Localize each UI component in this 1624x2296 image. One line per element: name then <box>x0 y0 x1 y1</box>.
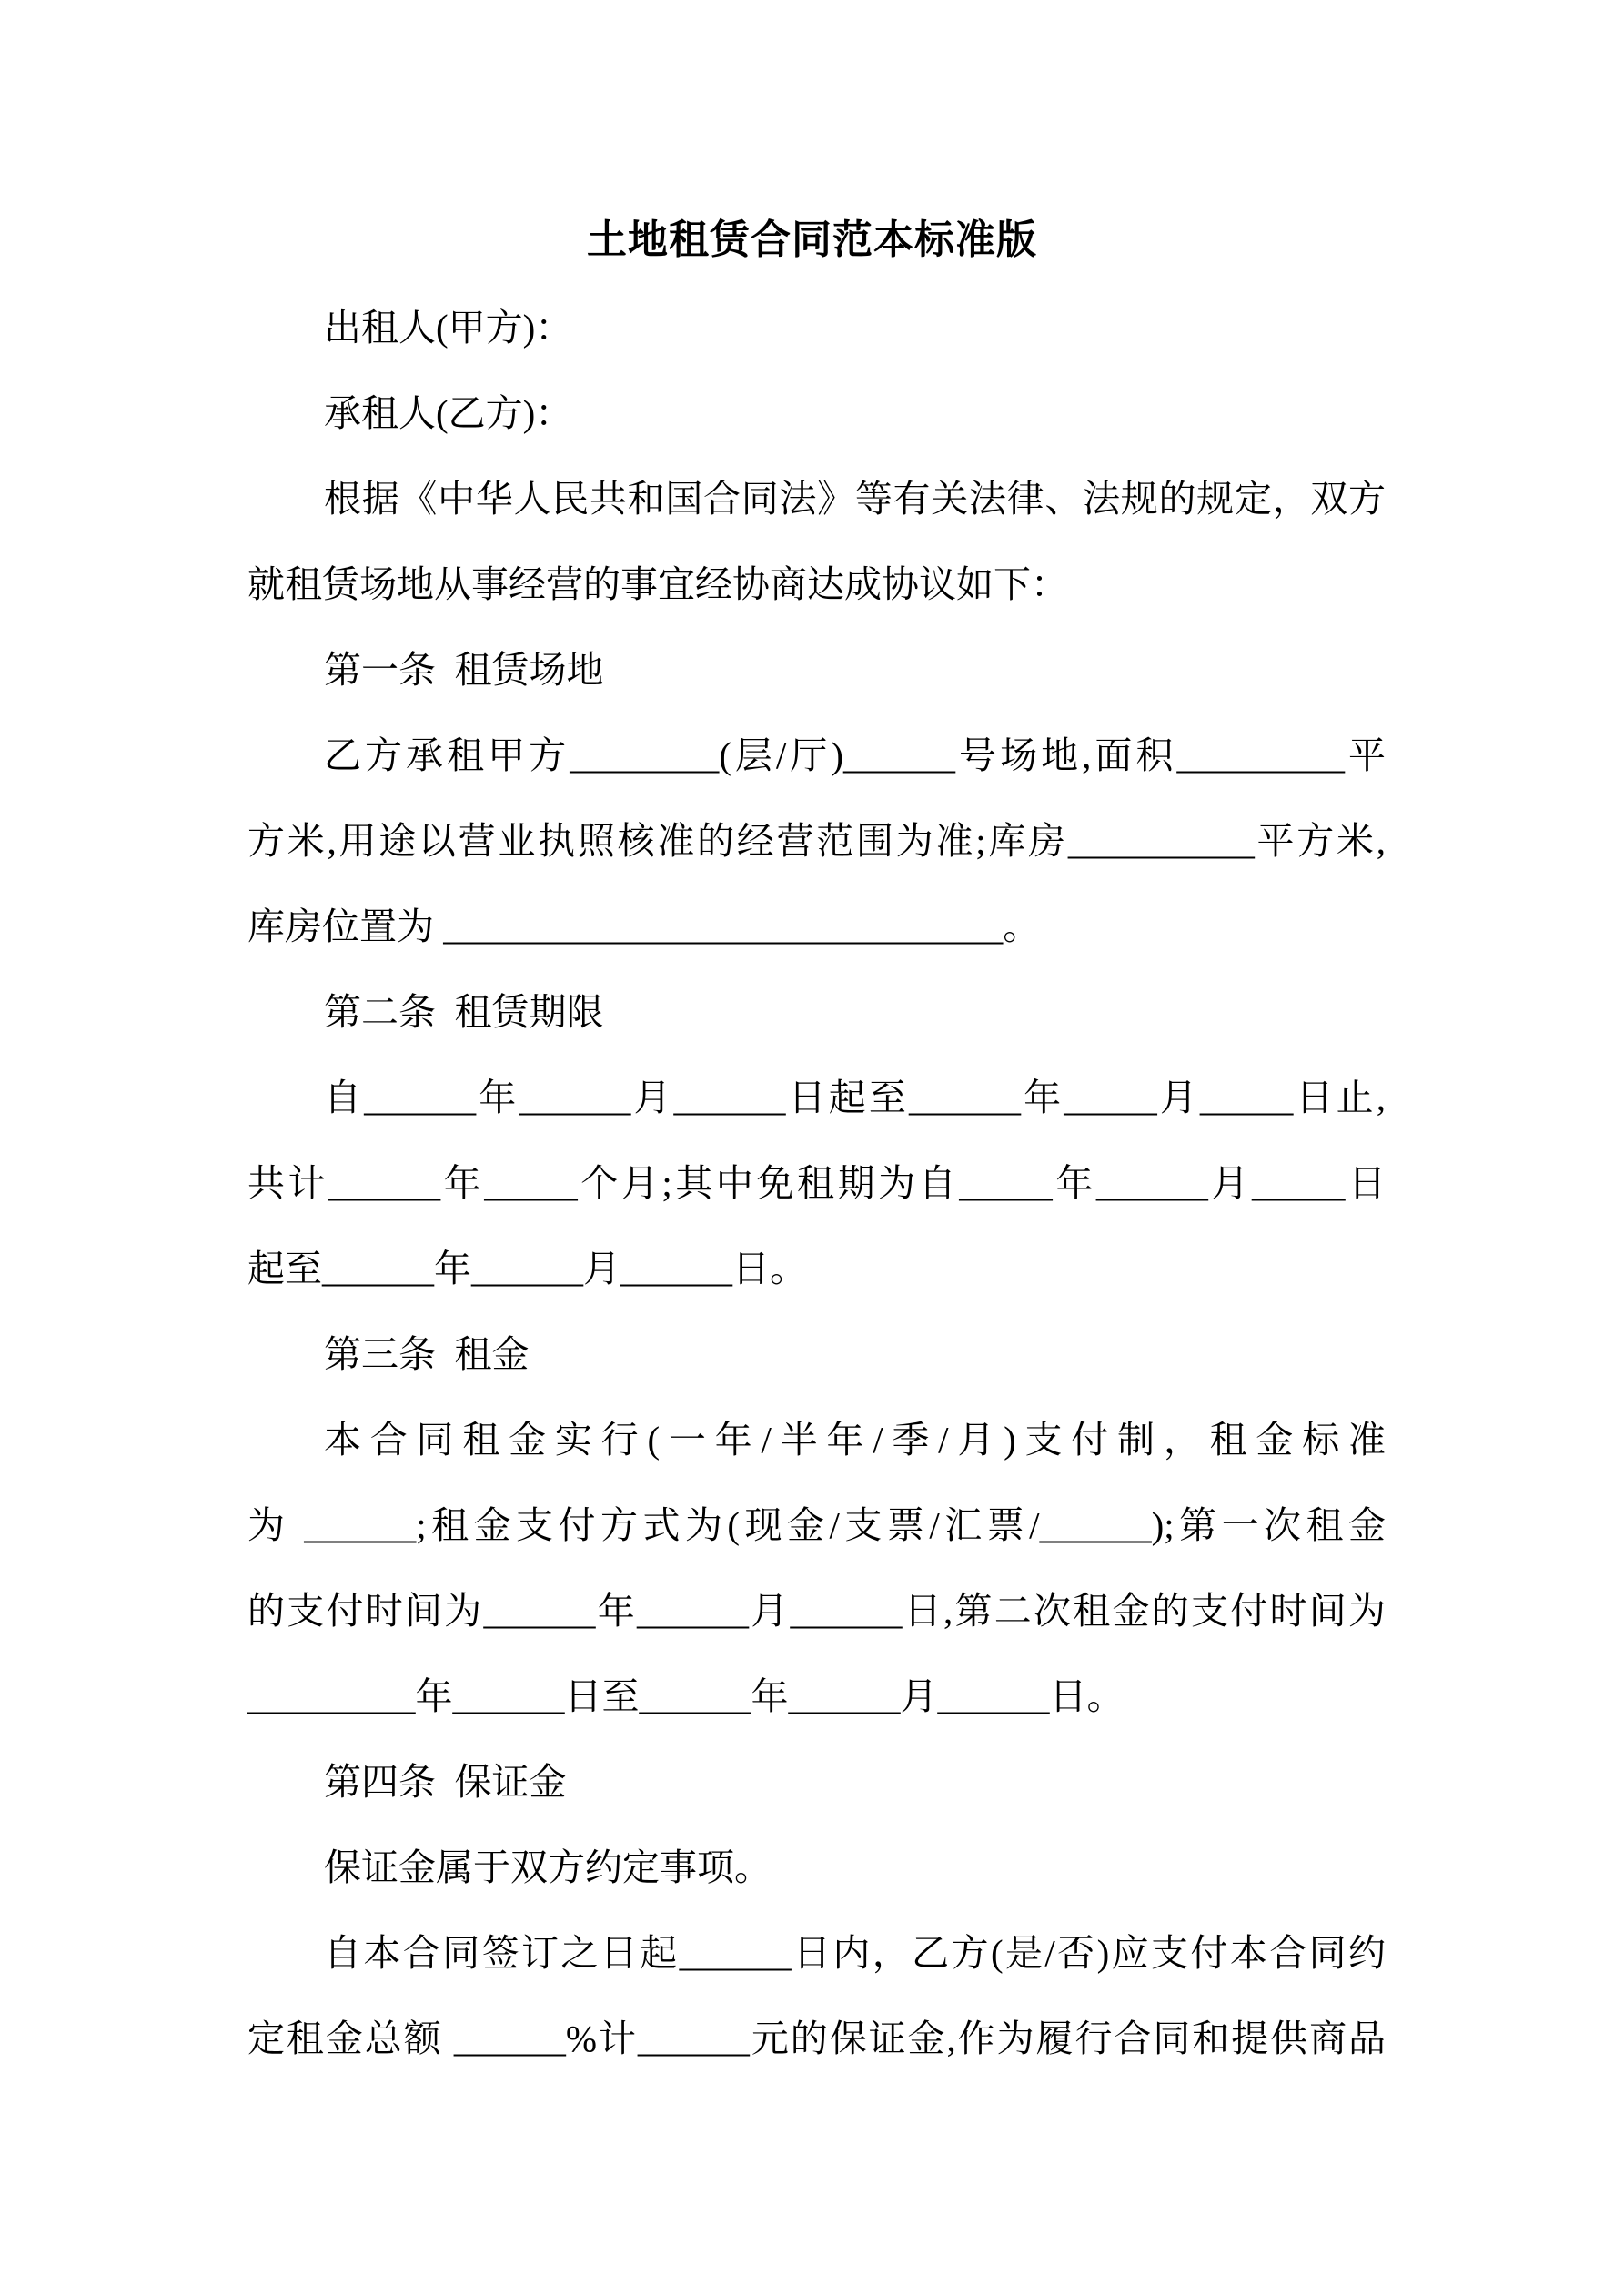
text-segment: 月 <box>583 1248 620 1290</box>
paragraph-line <box>247 899 1386 954</box>
fill-in-blank[interactable]: ______ <box>788 1675 901 1717</box>
text-segment: 平 <box>1344 734 1387 776</box>
text-segment: 日。 <box>732 1248 807 1290</box>
text-segment: ;租金支付方式为(现金/支票/汇票/ <box>416 1504 1040 1546</box>
fill-in-blank[interactable]: ______ <box>471 1248 583 1290</box>
fill-in-blank[interactable]: _________ <box>247 1675 416 1717</box>
text-segment: 第四条 保证金 <box>324 1761 567 1803</box>
text-segment: 年 <box>434 1248 471 1290</box>
fill-in-blank[interactable]: ______ <box>679 1932 792 1974</box>
paragraph-line <box>247 1412 1386 1467</box>
paragraph-line <box>247 300 1386 355</box>
fill-in-blank[interactable]: ______ <box>637 1590 749 1632</box>
fill-in-blank[interactable]: ______ <box>908 1077 1021 1118</box>
text-segment: );第一次租金 <box>1151 1504 1387 1546</box>
fill-in-blank[interactable]: ______ <box>452 1675 565 1717</box>
paragraph-line <box>247 386 1386 440</box>
fill-in-blank[interactable]: __________ <box>1067 820 1255 862</box>
fill-in-blank[interactable]: ______ <box>519 1077 631 1118</box>
paragraph-line <box>247 814 1386 868</box>
text-segment: 日起至 <box>785 1077 909 1118</box>
paragraph-line <box>247 1669 1386 1724</box>
text-segment: 乙方承租甲方 <box>324 734 570 776</box>
text-segment: 年 <box>440 1162 485 1204</box>
fill-in-blank[interactable]: ______ <box>673 1077 786 1118</box>
text-segment: 定租金总额 <box>247 2018 454 2059</box>
fill-in-blank[interactable]: ______ <box>453 2018 566 2059</box>
fill-in-blank[interactable]: ______ <box>1095 1162 1208 1204</box>
text-segment: 就租赁场地从事经营的事宜经协商达成协议如下： <box>247 563 1068 605</box>
text-segment: 年 <box>1020 1077 1064 1118</box>
fill-in-blank[interactable]: ______ <box>483 1590 596 1632</box>
paragraph-line <box>247 728 1386 783</box>
fill-in-blank[interactable]: ______ <box>843 734 956 776</box>
text-segment: 日至 <box>564 1675 640 1717</box>
text-segment: 第二条 租赁期限 <box>324 991 604 1033</box>
paragraph-line <box>247 1241 1386 1296</box>
paragraph-line <box>247 1840 1386 1895</box>
text-segment: (层/厅) <box>719 734 844 776</box>
fill-in-blank[interactable]: ______ <box>364 1077 477 1118</box>
text-segment: 根据《中华人民共和国合同法》等有关法律、法规的规定，双方 <box>324 478 1386 520</box>
text-segment: 月 <box>1156 1077 1200 1118</box>
text-segment: 自 <box>324 1077 365 1118</box>
text-segment: 月 <box>1207 1162 1253 1204</box>
text-segment: 日,第二次租金的支付时间为 <box>902 1590 1386 1632</box>
text-segment: 自本合同签订之日起 <box>324 1932 680 1974</box>
text-segment: 起至 <box>247 1248 322 1290</box>
text-segment: 月 <box>900 1675 938 1717</box>
paragraph-line <box>247 1156 1386 1210</box>
fill-in-blank[interactable]: ______ <box>322 1248 434 1290</box>
paragraph-line <box>247 1327 1386 1381</box>
text-segment: 年 <box>415 1675 453 1717</box>
paragraph-line <box>247 642 1386 697</box>
fill-in-blank[interactable]: ______ <box>328 1162 441 1204</box>
text-segment: 出租人(甲方)： <box>324 307 573 349</box>
text-segment: 为 <box>247 1504 305 1546</box>
text-segment: 日 <box>1345 1162 1387 1204</box>
paragraph-line <box>247 1070 1386 1125</box>
text-segment: 共计 <box>247 1162 329 1204</box>
text-segment: 保证金属于双方约定事项。 <box>324 1846 772 1888</box>
text-segment: 平方米, <box>1254 820 1387 862</box>
text-segment: 个月;其中免租期为自 <box>577 1162 960 1204</box>
text-segment: 第一条 租赁场地 <box>324 649 604 691</box>
text-segment: 月 <box>630 1077 674 1118</box>
text-segment: 日。 <box>1049 1675 1125 1717</box>
text-segment: 年 <box>595 1590 637 1632</box>
paragraph-line <box>247 1755 1386 1809</box>
fill-in-blank[interactable]: ______ <box>639 1675 751 1717</box>
fill-in-blank[interactable]: ______ <box>1039 1504 1152 1546</box>
text-segment: 年 <box>476 1077 519 1118</box>
text-segment: 元的保证金,作为履行合同和提供商品 <box>749 2018 1387 2059</box>
fill-in-blank[interactable]: _________ <box>1176 734 1345 776</box>
fill-in-blank[interactable]: _____ <box>1064 1077 1157 1118</box>
paragraph-line <box>247 985 1386 1039</box>
paragraph-line <box>247 1926 1386 1980</box>
paragraph-line <box>247 471 1386 526</box>
paragraph-line <box>247 2011 1386 2066</box>
paragraph-line <box>247 557 1386 612</box>
fill-in-blank[interactable]: ______ <box>304 1504 417 1546</box>
fill-in-blank[interactable]: ________ <box>570 734 720 776</box>
text-segment: 年 <box>1052 1162 1096 1204</box>
text-segment: 的支付时间为 <box>247 1590 484 1632</box>
paragraph-line <box>247 1583 1386 1638</box>
text-segment: 承租人(乙方)： <box>324 392 573 434</box>
paragraph-line <box>247 1498 1386 1553</box>
text-segment: 年 <box>751 1675 789 1717</box>
fill-in-blank[interactable]: _____ <box>484 1162 578 1204</box>
document-title: 土地租赁合同范本标准版 <box>587 217 1037 262</box>
text-segment: 日内，乙方(是/否)应支付本合同约 <box>791 1932 1387 1974</box>
fill-in-blank[interactable]: _____ <box>1252 1162 1346 1204</box>
text-segment: 第三条 租金 <box>324 1333 530 1375</box>
text-segment: 号场地,面积 <box>955 734 1177 776</box>
text-segment: 本合同租金实行(一年/半年/季/月)支付制，租金标准 <box>324 1419 1386 1461</box>
fill-in-blank[interactable]: ______ <box>937 1675 1050 1717</box>
fill-in-blank[interactable]: _____ <box>959 1162 1053 1204</box>
fill-in-blank[interactable]: ______ <box>620 1248 732 1290</box>
fill-in-blank[interactable]: ______________________________ <box>443 905 1004 947</box>
text-segment: 月 <box>749 1590 791 1632</box>
fill-in-blank[interactable]: ______ <box>637 2018 750 2059</box>
text-segment: 方米,用途以营业执照核准的经营范围为准;库房 <box>247 820 1068 862</box>
text-segment: 。 <box>1003 905 1041 947</box>
text-segment: 日止, <box>1293 1077 1386 1118</box>
fill-in-blank[interactable]: _____ <box>1199 1077 1294 1118</box>
text-segment: %计 <box>565 2018 638 2059</box>
fill-in-blank[interactable]: ______ <box>790 1590 903 1632</box>
text-segment: 库房位置为 <box>247 905 444 947</box>
